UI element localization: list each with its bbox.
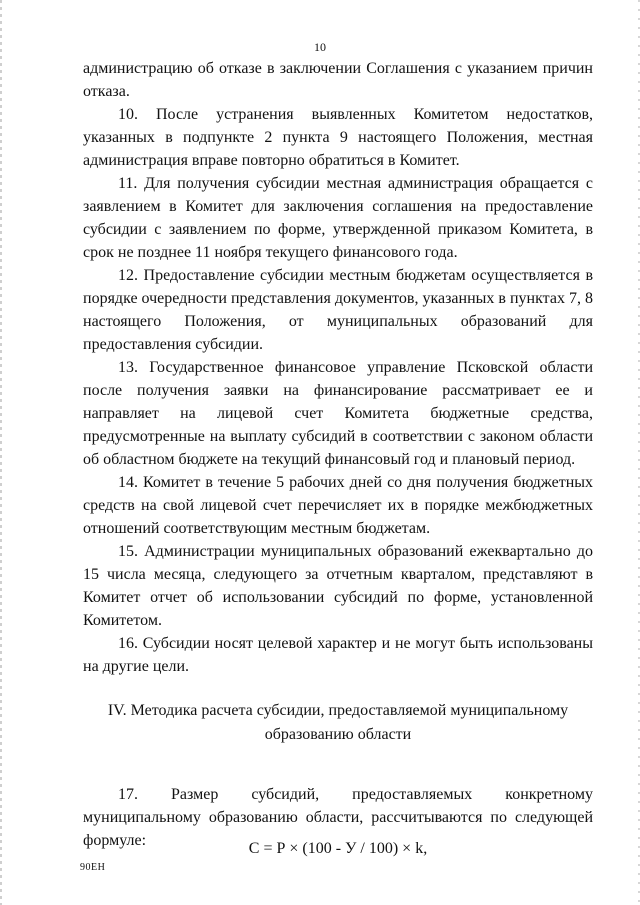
paragraph-11: 11. Для получения субсидии местная администрация обращается с заявлением в Комитет для заключения соглашения на предоставление субсидии с заявлением по форме, утвержденной приказом Комитета, в срок не позднее 11 ноября текущего финансового года. (83, 175, 593, 261)
footer-code: 90EH (80, 862, 106, 873)
page-number: 10 (314, 40, 326, 54)
body-text (83, 57, 593, 678)
paragraph-13: 13. Государственное финансовое управление Псковской области после получения заявки на финансирование рассматривает ее и направляет на лицевой счет Комитета бюджетные средства, предусмотренные на выплату субсидий в соответствии с законом области об областном бюджете на текущий финансовый год и плановый период. (83, 359, 593, 468)
paragraph-10: 10. После устранения выявленных Комитетом недостатков, указанных в подпункте 2 пункта 9 настоящего Положения, местная администрация вправе повторно обратиться в Комитет. (83, 106, 593, 169)
formula: С = Р × (100 - У / 100) × k, (248, 840, 428, 857)
paragraph-17: 17. Размер субсидий, предоставляемых конкретному муниципальному образованию области, рассчитываются по следующей формуле: (83, 786, 593, 849)
paragraph-12: 12. Предоставление субсидии местным бюджетам осуществляется в порядке очередности представления документов, указанных в пунктах 7, 8 настоящего Положения, от муниципальных образований для предоставления субсидии. (83, 267, 593, 353)
section-heading-line-2: образованию области (264, 726, 412, 743)
paragraph-15: 15. Администрации муниципальных образований ежеквартально до 15 числа месяца, следующего за отчетным кварталом, представляют в Комитет отчет об использовании субсидий по форме, установленной Комитетом. (83, 543, 593, 629)
section-heading (83, 699, 593, 747)
paragraph-16: 16. Субсидии носят целевой характер и не могут быть использованы на другие цели. (83, 635, 593, 675)
paragraph-14: 14. Комитет в течение 5 рабочих дней со дня получения бюджетных средств на свой лицевой счет перечисляет их в порядке межбюджетных отношений соответствующим местным бюджетам. (83, 474, 593, 537)
scan-edge-left (0, 0, 2, 905)
paragraph-continuation: администрацию об отказе в заключении Соглашения с указанием причин отказа. (83, 60, 593, 100)
section-heading-line-1: IV. Методика расчета субсидии, предоставляемой муниципальному (107, 702, 569, 719)
